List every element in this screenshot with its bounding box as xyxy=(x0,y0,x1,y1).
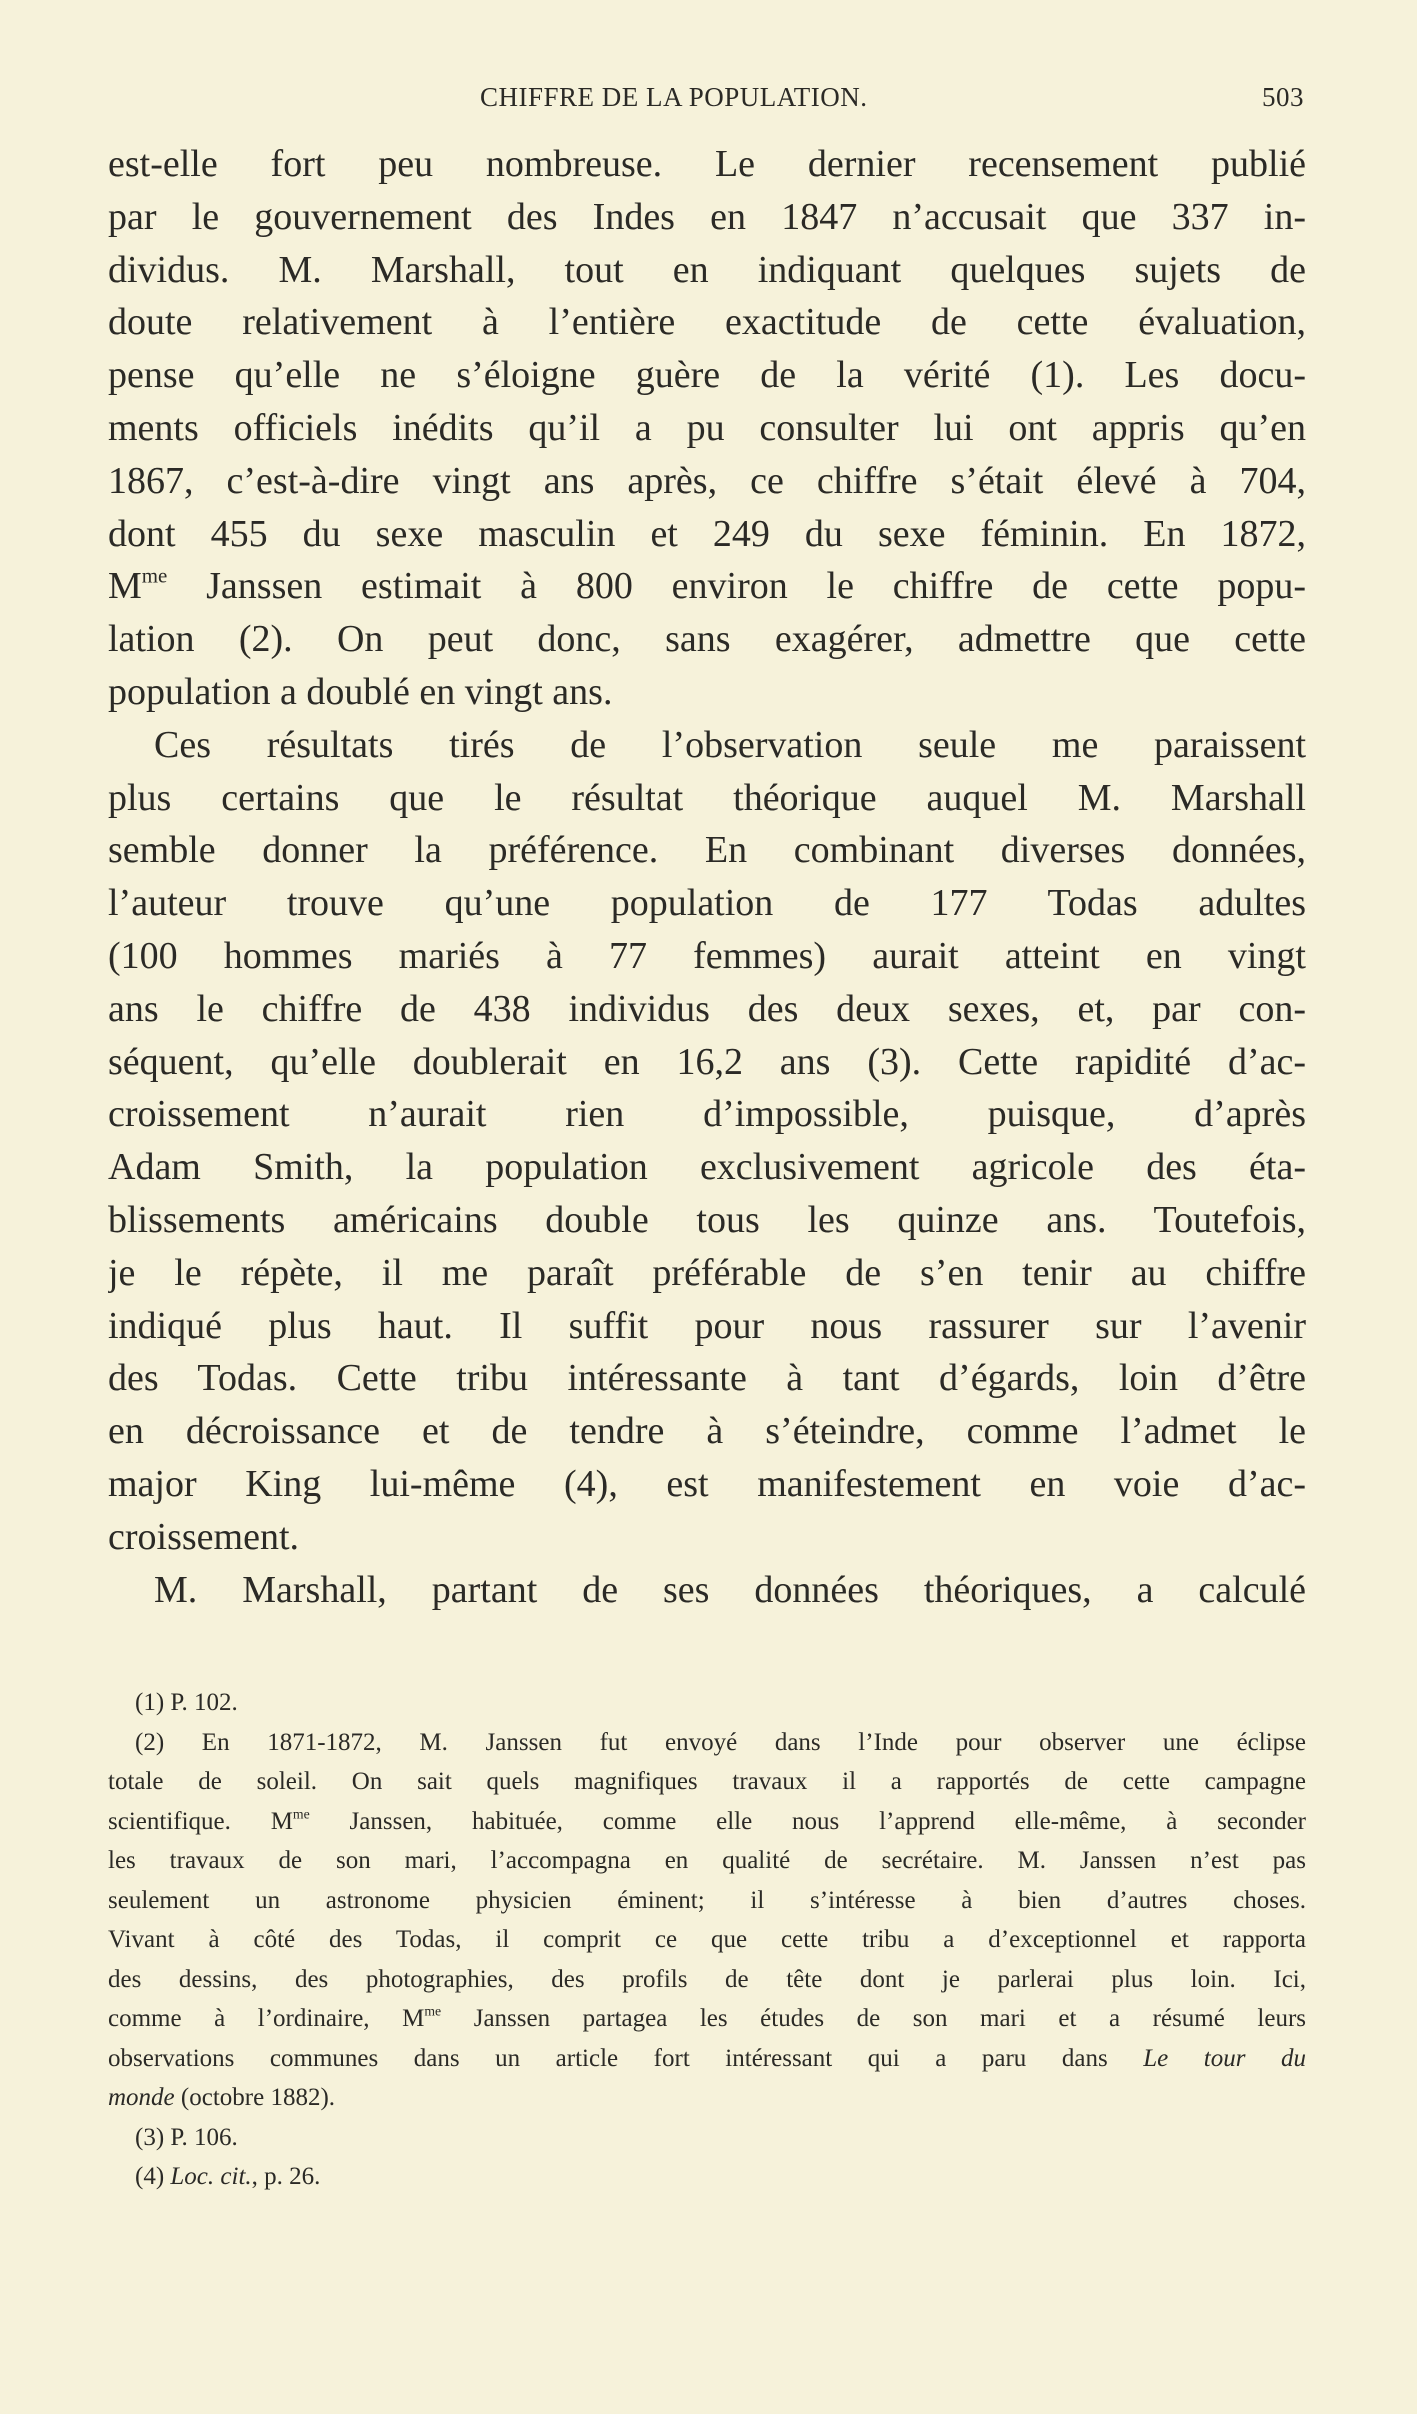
text-run: (3) P. 106. xyxy=(135,2123,238,2151)
text-run: comme à l’ordinaire, M xyxy=(108,2005,425,2032)
page-number: 503 xyxy=(1262,82,1304,112)
text-run: dividus. M. Marshall, tout en indiquant quelques sujets de xyxy=(108,248,1306,291)
text-line xyxy=(108,244,1306,297)
running-title: CHIFFRE DE LA POPULATION. xyxy=(480,82,868,112)
text-run: M. Marshall, partant de ses données théoriques, a calculé xyxy=(154,1568,1306,1611)
footnote-line xyxy=(108,1999,1306,2039)
text-line xyxy=(108,930,1306,983)
text-run: blissements américains double tous les quinze ans. Toutefois, xyxy=(108,1198,1306,1241)
text-run: ments officiels inédits qu’il a pu consulter lui ont appris qu’en xyxy=(108,406,1306,449)
text-run: des dessins, des photographies, des profils de tête dont je parlerai plus loin. Ici, xyxy=(108,1965,1306,1993)
text-run: major King lui-même (4), est manifestement en voie d’ac- xyxy=(108,1462,1306,1505)
text-run: (100 hommes mariés à 77 femmes) aurait atteint en vingt xyxy=(108,934,1306,977)
text-run: (2) En 1871-1872, M. Janssen fut envoyé dans l’Inde pour observer une éclipse xyxy=(135,1728,1306,1756)
footnote-line xyxy=(108,2078,1306,2118)
text-run: Janssen, habituée, comme elle nous l’apprend elle-même, à seconder xyxy=(309,1807,1306,1835)
superscript: me xyxy=(141,563,168,588)
text-run: pense qu’elle ne s’éloigne guère de la vérité (1). Les docu- xyxy=(108,354,1306,397)
text-run: observations communes dans un article fort intéressant qui a paru dans xyxy=(108,2044,1144,2072)
superscript: me xyxy=(424,2003,442,2019)
text-line xyxy=(108,1564,1306,1617)
text-line xyxy=(108,719,1306,772)
text-line xyxy=(108,296,1306,349)
text-run: je le répète, il me paraît préférable de s’en tenir au chiffre xyxy=(108,1251,1306,1294)
text-line xyxy=(108,138,1306,191)
text-line xyxy=(108,772,1306,825)
text-run: Janssen estimait à 800 environ le chiffre de cette popu- xyxy=(167,565,1306,608)
body-text xyxy=(108,138,1306,1616)
text-run: (1) P. 102. xyxy=(135,1689,238,1716)
footnote-line xyxy=(108,2157,1306,2197)
text-line xyxy=(108,191,1306,244)
text-run: croissement n’aurait rien d’impossible, puisque, d’après xyxy=(108,1093,1306,1136)
footnote-line xyxy=(108,1920,1306,1960)
text-line xyxy=(108,508,1306,561)
text-run: par le gouvernement des Indes en 1847 n’accusait que 337 in- xyxy=(108,195,1306,238)
text-line xyxy=(108,666,1306,719)
text-run: 1867, c’est-à-dire vingt ans après, ce chiffre s’était élevé à 704, xyxy=(108,459,1306,502)
text-run: les travaux de son mari, l’accompagna en qualité de secrétaire. M. Janssen n’est pas xyxy=(108,1847,1306,1874)
text-line xyxy=(108,1458,1306,1511)
footnote-line xyxy=(108,1881,1306,1921)
text-run: (octobre 1882). xyxy=(174,2084,336,2111)
italic-text: Loc. cit. xyxy=(170,2163,252,2190)
text-run: population a doublé en vingt ans. xyxy=(108,670,613,713)
text-run: seulement un astronome physicien éminent; il s’intéresse à bien d’autres choses. xyxy=(108,1886,1306,1914)
italic-text: monde xyxy=(108,2084,175,2111)
footnotes xyxy=(108,1683,1306,2197)
italic-text: Le tour du xyxy=(1143,2044,1306,2072)
footnote-line xyxy=(108,1683,1306,1723)
text-run: dont 455 du sexe masculin et 249 du sexe féminin. En 1872, xyxy=(108,512,1306,555)
text-line xyxy=(108,1247,1306,1300)
text-run: Vivant à côté des Todas, il comprit ce que cette tribu a d’exceptionnel et rapporta xyxy=(108,1926,1306,1953)
text-run: M xyxy=(108,565,142,608)
text-run: totale de soleil. On sait quels magnifiques travaux il a rapportés de cette campagne xyxy=(108,1768,1306,1795)
superscript: me xyxy=(292,1806,310,1822)
text-run: lation (2). On peut donc, sans exagérer, admettre que cette xyxy=(108,618,1306,661)
text-run: l’auteur trouve qu’une population de 177 Todas adultes xyxy=(108,882,1306,925)
footnote-line xyxy=(108,1802,1306,1842)
footnote-line xyxy=(108,1723,1306,1763)
text-line xyxy=(108,402,1306,455)
text-line xyxy=(108,560,1306,613)
text-line xyxy=(108,349,1306,402)
text-line xyxy=(108,983,1306,1036)
footnote-line xyxy=(108,1762,1306,1802)
text-run: doute relativement à l’entière exactitude de cette évaluation, xyxy=(108,301,1306,344)
text-line xyxy=(108,1088,1306,1141)
text-line xyxy=(108,1352,1306,1405)
footnote-line xyxy=(108,1960,1306,2000)
text-line xyxy=(108,613,1306,666)
text-line xyxy=(108,1036,1306,1089)
text-run: des Todas. Cette tribu intéressante à tant d’égards, loin d’être xyxy=(108,1357,1306,1400)
text-line xyxy=(108,1300,1306,1353)
text-run: ans le chiffre de 438 individus des deux sexes, et, par con- xyxy=(108,987,1306,1030)
text-line xyxy=(108,455,1306,508)
text-line xyxy=(108,877,1306,930)
text-line xyxy=(108,1405,1306,1458)
text-run: Adam Smith, la population exclusivement agricole des éta- xyxy=(108,1146,1306,1189)
text-run: Ces résultats tirés de l’observation seule me paraissent xyxy=(154,723,1306,766)
footnote-line xyxy=(108,2118,1306,2158)
text-run: croissement. xyxy=(108,1515,300,1558)
footnote-line xyxy=(108,1841,1306,1881)
footnote-line xyxy=(108,2039,1306,2079)
text-line xyxy=(108,1141,1306,1194)
text-run: , p. 26. xyxy=(251,2163,321,2190)
text-run: scientifique. M xyxy=(108,1807,293,1835)
text-line xyxy=(108,824,1306,877)
text-run: (4) xyxy=(135,2163,171,2190)
text-run: en décroissance et de tendre à s’éteindre, comme l’admet le xyxy=(108,1410,1306,1453)
text-line xyxy=(108,1511,1306,1564)
text-run: est-elle fort peu nombreuse. Le dernier recensement publié xyxy=(108,143,1306,185)
text-run: semble donner la préférence. En combinant diverses données, xyxy=(108,829,1306,872)
text-run: plus certains que le résultat théorique auquel M. Marshall xyxy=(108,776,1306,819)
text-run: Janssen partagea les études de son mari et a résumé leurs xyxy=(441,2005,1306,2032)
text-run: séquent, qu’elle doublerait en 16,2 ans (3). Cette rapidité d’ac- xyxy=(108,1040,1306,1083)
text-run: indiqué plus haut. Il suffit pour nous rassurer sur l’avenir xyxy=(108,1304,1306,1347)
text-line xyxy=(108,1194,1306,1247)
